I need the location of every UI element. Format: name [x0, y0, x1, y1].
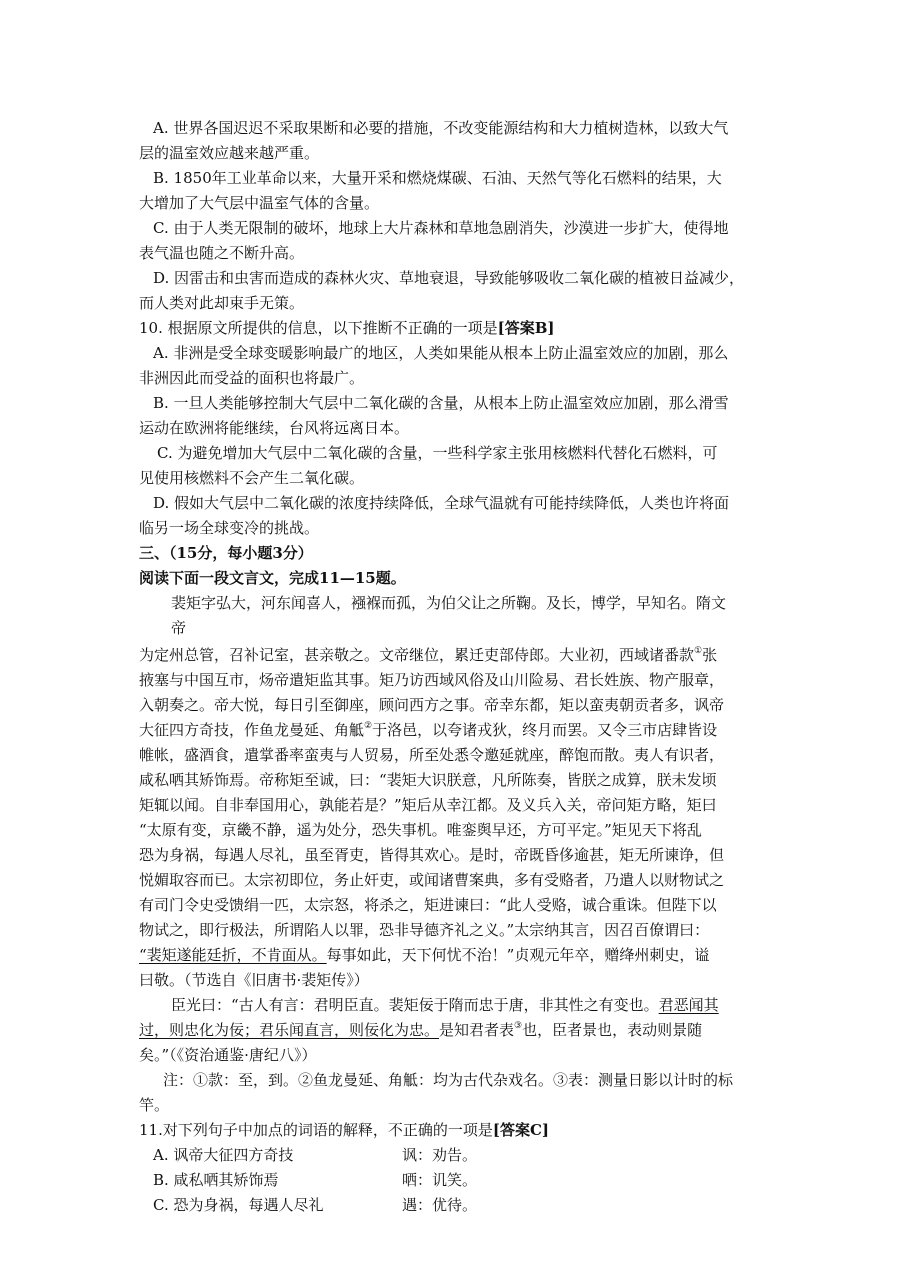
question-11-text: 11.对下列句子中加点的词语的解释，不正确的一项是 — [139, 1121, 493, 1139]
option-10d-line1: D. 假如大气层中二氧化碳的浓度持续降低，全球气温就有可能持续降低，人类也许将面 — [153, 494, 730, 512]
option-11c-gloss: 遇：优待。 — [402, 1196, 478, 1214]
option-9c-line1: C. 由于人类无限制的破坏，地球上大片森林和草地急剧消失，沙漠进一步扩大，使得地 — [153, 219, 729, 237]
passage-line-1: 裴矩字弘大，河东闻喜人，襁褓而孤，为伯父让之所鞠。及长，博学，早知名。隋文 — [171, 594, 727, 612]
option-9d-line1: D. 因雷击和虫害而造成的森林火灾、草地衰退，导致能够吸收二氧化碳的植被日益减少， — [153, 269, 745, 287]
option-10a-line1: A. 非洲是受全球变暖影响最广的地区，人类如果能从根本上防止温室效应的加剧，那么 — [153, 344, 729, 362]
option-10a-line2: 非洲因此而受益的面积也将最广。 — [139, 369, 365, 387]
passage-line-12: 悦媚取容而已。太宗初即位，务止奸吏，或闻诸曹案典，多有受赂者，乃遣人以财物试之 — [139, 871, 725, 889]
passage-line-4: 掖塞与中国互市，炀帝遣矩监其事。矩乃访西域风俗及山川险易、君长姓族、物产服章， — [139, 671, 725, 689]
underlined-sentence-2-part1: 君恶闻其 — [658, 996, 719, 1014]
option-9b-line1: B. 1850年工业革命以来，大量开采和燃烧煤碳、石油、天然气等化石燃料的结果，大 — [153, 169, 722, 187]
footnote-mark-3: ③ — [514, 1021, 523, 1031]
option-10c-line2: 见使用核燃料不会产生二氧化碳。 — [139, 469, 365, 487]
passage-line-5: 入朝奏之。帝大悦，每日引至御座，顾问西方之事。帝幸东都，矩以蛮夷朝贡者多，讽帝 — [139, 696, 725, 714]
option-9a-line1: A. 世界各国迟迟不采取果断和必要的措施，不改变能源结构和大力植树造林，以致大气 — [153, 119, 729, 137]
question-10 — [139, 318, 555, 338]
option-9c-line2: 表气温也随之不断升高。 — [139, 244, 305, 262]
underlined-sentence-1: “裴矩遂能廷折，不肯面从。 — [139, 946, 327, 964]
passage-line-6: 大征四方奇技，作鱼龙曼延、角觝②于洛邑，以夸诸戎狄，终月而罢。又令三市店肆皆设 — [139, 721, 718, 739]
option-9d-line2: 而人类对此却束手无策。 — [139, 294, 305, 312]
footnote-mark-1: ① — [694, 646, 703, 656]
passage-line-14: 物试之，即行极法，所谓陷人以罪，恐非导德齐礼之义。”太宗纳其言，因召百僚谓曰： — [139, 921, 710, 939]
option-9b-line2: 大增加了大气层中温室气体的含量。 — [139, 194, 380, 212]
passage-line-11: 恐为身祸，每遇人尽礼，虽至胥吏，皆得其欢心。是时，帝既昏侈逾甚，矩无所谏诤，但 — [139, 846, 725, 864]
notes-line-1: 注：①款：至，到。②鱼龙曼延、角觝：均为古代杂戏名。③表：测量日影以计时的标 — [163, 1071, 734, 1089]
reading-instruction: 阅读下面一段文言文，完成11—15题。 — [139, 569, 406, 587]
footnote-mark-2: ② — [364, 721, 373, 731]
passage-line-8: 咸私哂其矫饰焉。帝称矩至诚，曰：“裴矩大识朕意，凡所陈奏，皆朕之成算，朕未发顷 — [139, 771, 717, 789]
option-11c: C. 恐为身祸，每遇人尽礼 — [153, 1196, 324, 1214]
commentary-line-2: 过，则忠化为佞；君乐闻直言，则佞化为忠。是知君者表③也，臣者景也，表动则景随 — [139, 1021, 703, 1039]
passage-line-16: 曰敬。（节选自《旧唐书·裴矩传》） — [139, 971, 369, 989]
notes-line-2: 竿。 — [139, 1096, 170, 1114]
passage-line-2: 帝 — [171, 619, 187, 637]
option-11b-gloss: 哂：讥笑。 — [402, 1171, 478, 1189]
option-9a-line2: 层的温室效应越来越严重。 — [139, 144, 320, 162]
option-10d-line2: 临另一场全球变冷的挑战。 — [139, 519, 320, 537]
passage-line-13: 有司门令史受馈绢一匹，太宗怒，将杀之，矩进谏曰：“此人受赂，诚合重诛。但陛下以 — [139, 896, 717, 914]
question-11 — [139, 1120, 549, 1140]
passage-line-10: “太原有变，京畿不静，遥为处分，恐失事机。唯銮舆早还，方可平定。”矩见天下将乱 — [139, 821, 702, 839]
passage-line-3: 为定州总管，召补记室，甚亲敬之。文帝继位，累迁吏部侍郎。大业初，西域诸番款①张 — [139, 646, 718, 664]
question-10-text: 10. 根据原文所提供的信息，以下推断不正确的一项是 — [139, 319, 498, 337]
passage-line-9: 矩辄以闻。自非奉国用心，孰能若是？”矩后从幸江都。及义兵入关，帝问矩方略，矩曰 — [139, 796, 717, 814]
option-10b-line2: 运动在欧洲将能继续，台风将远离日本。 — [139, 419, 410, 437]
option-11b: B. 咸私哂其矫饰焉 — [153, 1171, 279, 1189]
option-10b-line1: B. 一旦人类能够控制大气层中二氧化碳的含量，从根本上防止温室效应加剧，那么滑雪 — [153, 394, 729, 412]
section-three-heading: 三、（15分，每小题3分） — [139, 544, 313, 562]
answer-key-11: [答案C] — [492, 1121, 549, 1139]
commentary-line-1: 臣光曰：“古人有言：君明臣直。裴矩佞于隋而忠于唐，非其性之有变也。君恶闻其 — [171, 996, 719, 1014]
option-11a: A. 讽帝大征四方奇技 — [153, 1146, 294, 1164]
commentary-line-3: 矣。”（《资治通鉴·唐纪八》） — [139, 1046, 317, 1064]
underlined-sentence-2-part2: 过，则忠化为佞；君乐闻直言，则佞化为忠。 — [139, 1021, 440, 1039]
answer-key-10: [答案B] — [497, 319, 555, 337]
option-10c-line1: C. 为避免增加大气层中二氧化碳的含量，一些科学家主张用核燃料代替化石燃料，可 — [157, 444, 718, 462]
option-11a-gloss: 讽：劝告。 — [402, 1146, 478, 1164]
passage-line-7: 帷帐，盛酒食，遣掌番率蛮夷与人贸易，所至处悉令邀延就座，醉饱而散。夷人有识者， — [139, 746, 725, 764]
passage-line-15: “裴矩遂能廷折，不肯面从。每事如此，天下何忧不治！”贞观元年卒，赠绛州刺史，谥 — [139, 946, 710, 964]
